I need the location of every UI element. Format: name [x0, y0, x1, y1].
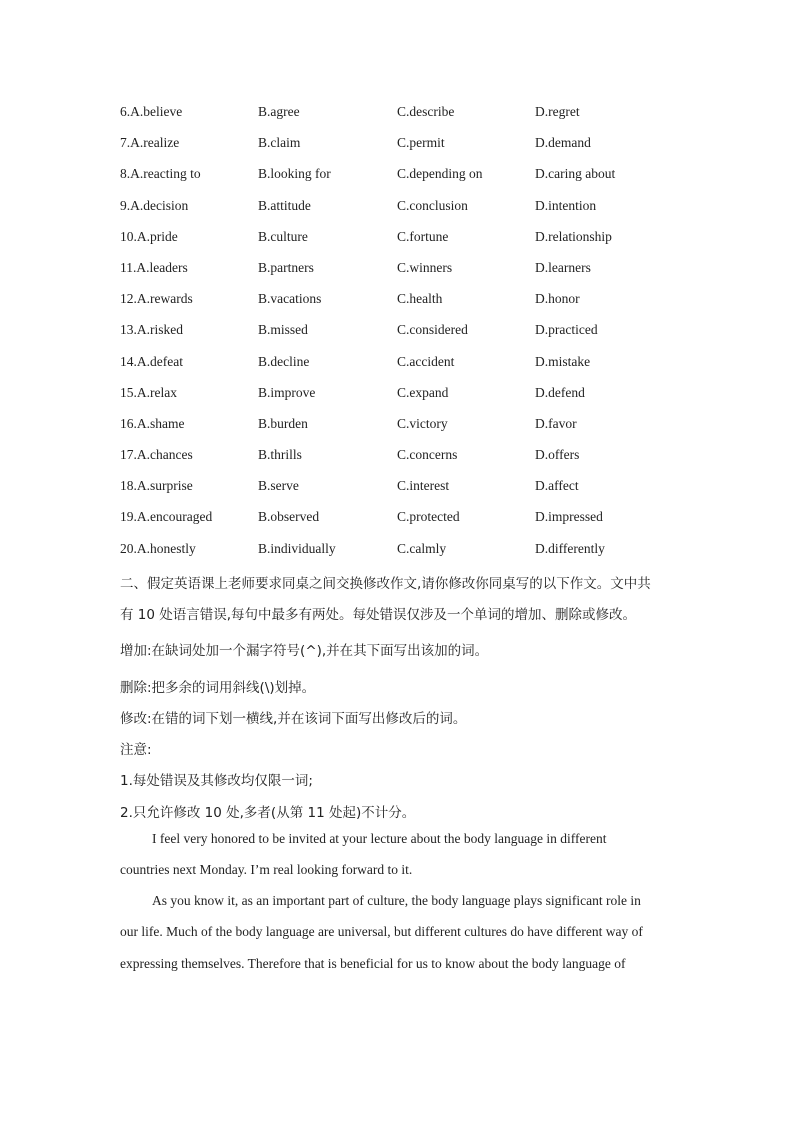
question-number: 11. [120, 259, 137, 275]
option-row [120, 257, 680, 288]
option-b: B.decline [258, 353, 310, 369]
option-a: A.shame [136, 415, 185, 431]
option-b: B.agree [258, 104, 300, 119]
add-rule: 增加:在缺词处加一个漏字符号(^),并在其下面写出该加的词。 [120, 643, 489, 659]
option-a: A.encouraged [136, 509, 213, 525]
option-a: A.risked [136, 322, 183, 338]
option-a: A.defeat [136, 353, 183, 369]
option-c: C.conclusion [397, 197, 468, 213]
question-number: 12. [120, 291, 137, 307]
option-c: C.calmly [397, 540, 447, 556]
option-a: A.surprise [136, 478, 193, 494]
option-b: B.claim [258, 135, 301, 151]
option-c: C.expand [397, 384, 449, 400]
note-title: 注意: [120, 742, 152, 758]
choice-options-list [120, 101, 680, 569]
option-d: D.favor [535, 415, 577, 431]
intro-line-2: 有 10 处语言错误,每句中最多有两处。每处错误仅涉及一个单词的增加、删除或修改。 [120, 607, 637, 623]
option-row [120, 382, 680, 413]
passage-line: countries next Monday. I’m real looking forward to it. [120, 862, 413, 877]
option-c: C.winners [397, 259, 453, 275]
option-b: B.missed [258, 322, 308, 338]
option-a: A.pride [136, 228, 178, 244]
option-b: B.partners [258, 259, 314, 275]
option-row [120, 538, 680, 569]
option-row [120, 319, 680, 350]
question-number: 8. [120, 166, 131, 182]
option-row [120, 101, 680, 132]
option-b: B.thrills [258, 447, 302, 463]
option-row [120, 351, 680, 382]
modify-rule: 修改:在错的词下划一横线,并在该词下面写出修改后的词。 [120, 711, 467, 727]
option-d: D.learners [535, 259, 591, 275]
option-row [120, 444, 680, 475]
option-a: A.chances [136, 447, 193, 463]
option-row [120, 163, 680, 194]
option-b: B.burden [258, 415, 308, 431]
option-a: A.realize [130, 135, 180, 151]
option-row [120, 132, 680, 163]
option-row [120, 288, 680, 319]
option-c: C.describe [397, 104, 455, 119]
option-b: B.individually [258, 540, 336, 556]
question-number: 7. [120, 135, 131, 151]
option-d: D.affect [535, 478, 579, 494]
option-d: D.relationship [535, 228, 612, 244]
option-d: D.mistake [535, 353, 591, 369]
option-d: D.differently [535, 540, 605, 556]
question-number: 16. [120, 415, 137, 431]
note-2: 2.只允许修改 10 处,多者(从第 11 处起)不计分。 [120, 805, 416, 821]
passage-line: As you know it, as an important part of culture, the body language plays significant role in [152, 893, 641, 908]
option-row [120, 506, 680, 537]
option-c: C.victory [397, 415, 448, 431]
option-a: A.rewards [136, 291, 193, 307]
option-c: C.fortune [397, 228, 449, 244]
option-a: A.leaders [136, 259, 188, 275]
option-b: B.vacations [258, 291, 322, 307]
question-number: 17. [120, 447, 137, 463]
option-row [120, 226, 680, 257]
option-d: D.offers [535, 447, 580, 463]
option-c: C.concerns [397, 447, 458, 463]
option-b: B.improve [258, 384, 316, 400]
question-number: 18. [120, 478, 137, 494]
option-c: C.protected [397, 509, 460, 525]
option-row [120, 413, 680, 444]
option-row [120, 475, 680, 506]
question-number: 13. [120, 322, 137, 338]
option-b: B.culture [258, 228, 308, 244]
option-a: A.believe [130, 104, 183, 119]
option-d: D.honor [535, 291, 580, 307]
option-c: C.permit [397, 135, 445, 151]
option-d: D.impressed [535, 509, 603, 525]
passage-line: I feel very honored to be invited at your lecture about the body language in different [152, 831, 607, 846]
question-number: 14. [120, 353, 137, 369]
note-1: 1.每处错误及其修改均仅限一词; [120, 773, 313, 789]
question-number: 6. [120, 104, 131, 119]
option-c: C.depending on [397, 166, 483, 182]
option-d: D.demand [535, 135, 591, 151]
option-d: D.practiced [535, 322, 598, 338]
passage-line: our life. Much of the body language are universal, but different cultures do have different way of [120, 924, 643, 939]
option-b: B.observed [258, 509, 320, 525]
option-b: B.serve [258, 478, 299, 494]
option-a: A.honestly [136, 540, 196, 556]
question-number: 20. [120, 540, 137, 556]
question-number: 9. [120, 197, 131, 213]
option-a: A.decision [130, 197, 189, 213]
question-number: 19. [120, 509, 137, 525]
passage-line: expressing themselves. Therefore that is beneficial for us to know about the body language of [120, 956, 626, 971]
option-c: C.accident [397, 353, 455, 369]
option-c: C.considered [397, 322, 468, 338]
option-b: B.attitude [258, 197, 311, 213]
option-d: D.defend [535, 384, 585, 400]
option-b: B.looking for [258, 166, 331, 182]
question-number: 15. [120, 384, 137, 400]
option-c: C.interest [397, 478, 450, 494]
option-d: D.regret [535, 104, 580, 119]
option-a: A.relax [136, 384, 177, 400]
delete-rule: 删除:把多余的词用斜线(\)划掉。 [120, 680, 316, 696]
intro-line-1: 二、假定英语课上老师要求同桌之间交换修改作文,请你修改你同桌写的以下作文。文中共 [120, 576, 651, 592]
option-c: C.health [397, 291, 443, 307]
option-d: D.intention [535, 197, 597, 213]
question-number: 10. [120, 228, 137, 244]
option-a: A.reacting to [130, 166, 201, 182]
option-d: D.caring about [535, 166, 616, 182]
option-row [120, 195, 680, 226]
